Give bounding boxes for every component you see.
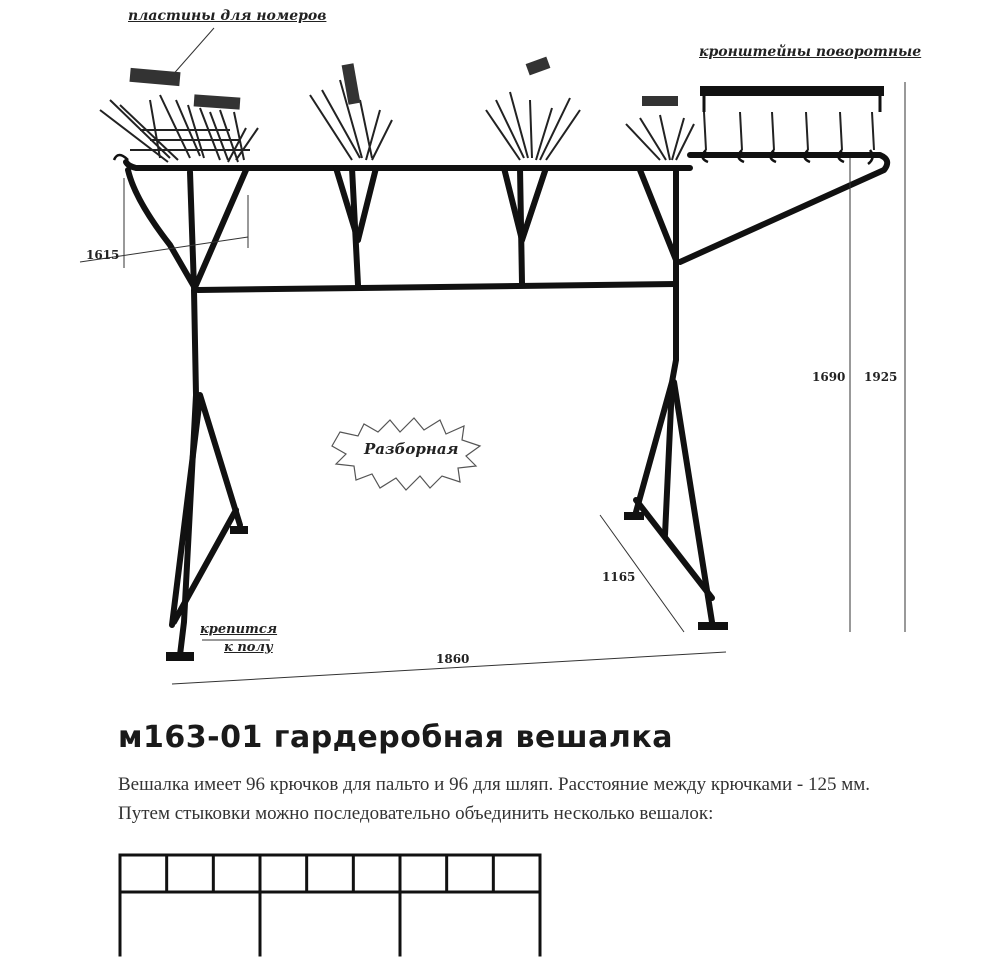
dimension-depth-base: 1165 [602, 570, 636, 584]
product-title: м163-01 гардеробная вешалка [118, 720, 673, 755]
dimension-lines [80, 28, 905, 684]
floor-mount-label-line2: к полу [224, 640, 273, 655]
feet [166, 512, 728, 661]
combination-schematic [120, 855, 540, 955]
dimension-height-1925: 1925 [864, 370, 898, 384]
collapsible-label: Разборная [364, 440, 459, 458]
dimension-depth-top: 1615 [86, 248, 120, 262]
dimension-height-1690: 1690 [812, 370, 846, 384]
number-plates [129, 57, 884, 112]
plates-label: пластины для номеров [128, 8, 327, 24]
schematic-dividers [167, 855, 494, 892]
description-line-2: Путем стыковки можно последовательно объединить несколько вешалок: [118, 803, 714, 824]
hanger-frame [126, 155, 887, 655]
floor-mount-label-line1: крепится [200, 622, 278, 637]
brackets-label: кронштейны поворотные [699, 44, 922, 60]
description-line-1: Вешалка имеет 96 крючков для пальто и 96 для шляп. Расстояние между крючками - 125 мм. [118, 774, 871, 795]
dimension-width: 1860 [436, 652, 470, 666]
